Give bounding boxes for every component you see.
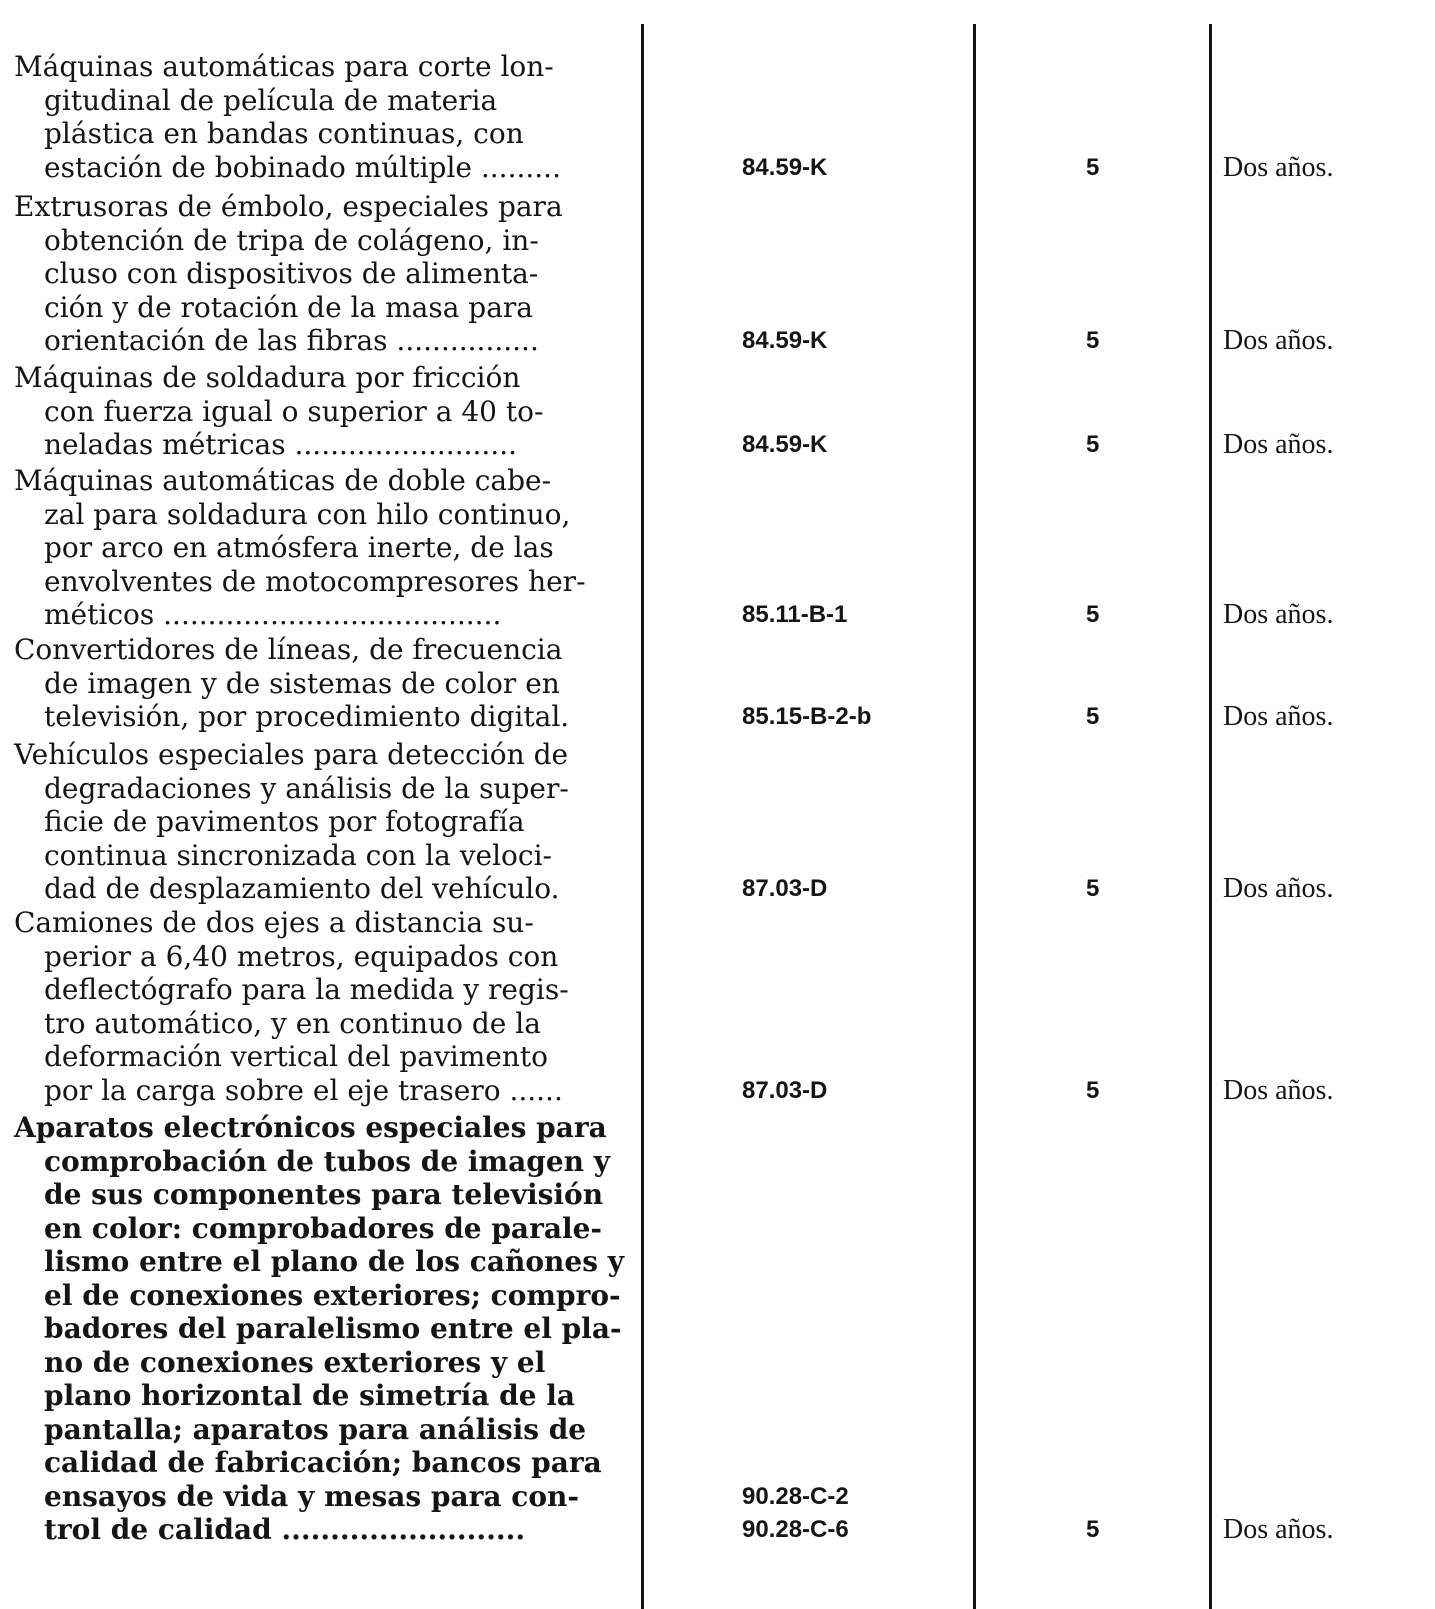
tariff-code: 87.03-D	[742, 1076, 828, 1104]
description-line: el de conexiones exteriores; compro-	[44, 1278, 621, 1312]
description-line: dad de desplazamiento del vehículo.	[44, 872, 560, 905]
duty-rate: 5	[1086, 153, 1100, 181]
description-line: méticos ......................................	[44, 598, 502, 631]
tariff-code: 85.15-B-2-b	[742, 703, 872, 730]
validity-period: Dos años.	[1223, 151, 1334, 183]
description-line: comprobación de tubos de imagen y	[44, 1144, 611, 1178]
duty-rate: 5	[1086, 703, 1100, 730]
duty-rate: 5	[1086, 431, 1100, 458]
description-line: perior a 6,40 metros, equipados con	[44, 939, 559, 973]
description-line: obtención de tripa de colágeno, in-	[44, 223, 539, 257]
tariff-code: 84.59-K	[742, 431, 828, 458]
description-line: Máquinas automáticas de doble cabe-	[14, 464, 552, 497]
description-line: no de conexiones exteriores y el	[44, 1345, 546, 1379]
validity-period: Dos años.	[1223, 429, 1334, 460]
description-line: trol de calidad .........................	[44, 1513, 526, 1546]
description-line: Máquinas automáticas para corte lon-	[14, 50, 554, 83]
item-description	[14, 1111, 644, 1547]
item-description	[14, 738, 644, 906]
description-line: ensayos de vida y mesas para con-	[44, 1479, 579, 1513]
description-line: con fuerza igual o superior a 40 to-	[44, 394, 544, 428]
description-line: por arco en atmósfera inerte, de las	[44, 531, 554, 564]
description-line: por la carga sobre el eje trasero ......	[44, 1073, 563, 1107]
description-line: ción y de rotación de la masa para	[44, 290, 534, 324]
description-line: ficie de pavimentos por fotografía	[44, 805, 525, 838]
description-line: deformación vertical del pavimento	[44, 1040, 548, 1073]
column-rule-3	[1209, 24, 1212, 1609]
duty-rate: 5	[1086, 1516, 1100, 1543]
description-line: cluso con dispositivos de alimenta-	[44, 257, 539, 290]
description-line: neladas métricas .........................	[44, 428, 518, 461]
validity-period: Dos años.	[1223, 873, 1334, 904]
description-line: Vehículos especiales para detección de	[14, 738, 569, 771]
description-line: tro automático, y en continuo de la	[44, 1006, 541, 1040]
validity-period: Dos años.	[1223, 701, 1334, 732]
validity-period: Dos años.	[1223, 1514, 1334, 1545]
tariff-code: 85.11-B-1	[742, 601, 848, 628]
tariff-code: 90.28-C-2	[742, 1482, 849, 1510]
duty-rate: 5	[1086, 601, 1100, 628]
description-line: plano horizontal de simetría de la	[44, 1379, 576, 1412]
description-line: televisión, por procedimiento digital.	[44, 700, 570, 733]
duty-rate: 5	[1086, 1076, 1100, 1104]
item-description	[14, 906, 644, 1107]
description-line: badores del paralelismo entre el pla-	[44, 1312, 622, 1345]
item-description	[14, 464, 644, 632]
validity-period: Dos años.	[1223, 599, 1334, 630]
tariff-code: 90.28-C-6	[742, 1516, 849, 1543]
column-rule-2	[973, 24, 976, 1609]
item-description	[14, 190, 644, 358]
description-line: continua sincronizada con la veloci-	[44, 838, 552, 872]
description-line: orientación de las fibras ................	[44, 324, 539, 357]
description-line: envolventes de motocompresores her-	[44, 564, 586, 598]
tariff-code: 84.59-K	[742, 327, 828, 354]
description-line: en color: comprobadores de parale-	[44, 1211, 603, 1245]
description-line: pantalla; aparatos para análisis de	[44, 1412, 587, 1446]
description-line: degradaciones y análisis de la super-	[44, 771, 569, 805]
description-line: gitudinal de película de materia	[44, 83, 498, 117]
item-description	[14, 361, 644, 462]
duty-rate: 5	[1086, 327, 1100, 354]
validity-period: Dos años.	[1223, 325, 1334, 356]
item-description	[14, 50, 644, 184]
item-description	[14, 633, 644, 734]
description-line: calidad de fabricación; bancos para	[44, 1446, 602, 1479]
duty-rate: 5	[1086, 875, 1100, 902]
description-line: Convertidores de líneas, de frecuencia	[14, 633, 563, 666]
description-line: de imagen y de sistemas de color en	[44, 666, 560, 700]
validity-period: Dos años.	[1223, 1074, 1334, 1106]
description-line: de sus componentes para televisión	[44, 1178, 604, 1211]
tariff-code: 84.59-K	[742, 153, 828, 181]
description-line: lismo entre el plano de los cañones y	[44, 1245, 624, 1278]
description-line: zal para soldadura con hilo continuo,	[44, 497, 571, 531]
description-line: Aparatos electrónicos especiales para	[14, 1111, 607, 1144]
description-line: Extrusoras de émbolo, especiales para	[14, 190, 563, 223]
description-line: Camiones de dos ejes a distancia su-	[14, 906, 534, 939]
description-line: deflectógrafo para la medida y regis-	[44, 973, 569, 1006]
description-line: plástica en bandas continuas, con	[44, 117, 524, 150]
description-line: estación de bobinado múltiple .........	[44, 150, 561, 184]
tariff-code: 87.03-D	[742, 875, 828, 902]
description-line: Máquinas de soldadura por fricción	[14, 361, 521, 394]
